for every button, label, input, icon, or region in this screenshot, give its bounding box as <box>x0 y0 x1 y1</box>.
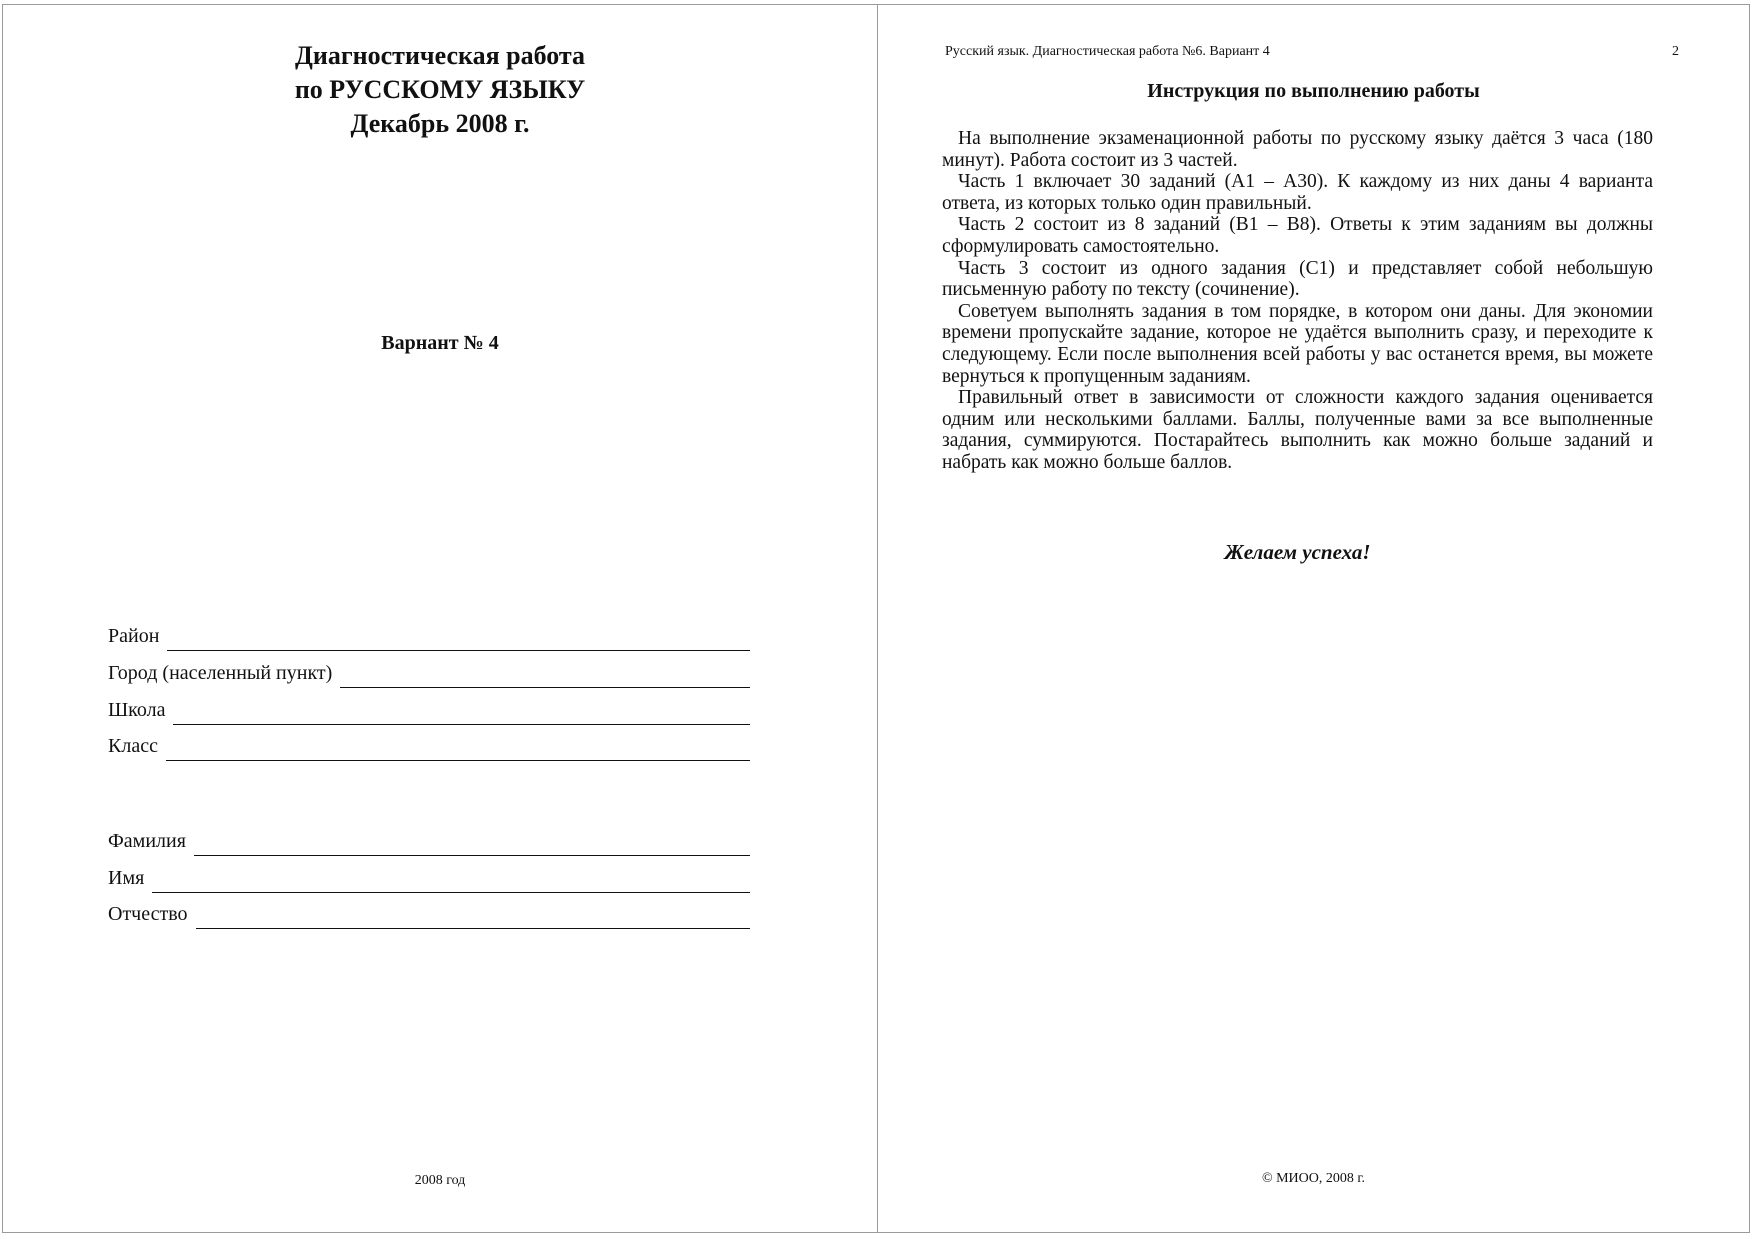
running-header <box>945 44 1679 60</box>
field-district <box>108 619 750 647</box>
field-name-label: Имя <box>108 867 145 889</box>
document-title <box>3 39 877 141</box>
left-page <box>2 4 878 1233</box>
running-header-title: Русский язык. Диагностическая работа №6. Вариант 4 <box>945 44 1270 59</box>
page-number: 2 <box>1672 44 1679 59</box>
field-city-label: Город (населенный пункт) <box>108 662 333 684</box>
title-line-2: по РУССКОМУ ЯЗЫКУ <box>294 75 586 104</box>
field-class-label: Класс <box>108 735 158 757</box>
instructions-paragraph: На выполнение экзаменационной работы по русскому языку даётся 3 часа (180 минут). Работа состоит из 3 частей. <box>942 128 1653 171</box>
field-patronymic-label: Отчество <box>108 903 188 925</box>
field-city <box>108 656 750 684</box>
field-name <box>108 861 750 889</box>
field-district-line <box>167 649 750 651</box>
field-school <box>108 693 750 721</box>
field-name-line <box>152 891 750 893</box>
field-surname <box>108 824 750 852</box>
instructions-title: Инструкция по выполнению работы <box>1147 80 1480 102</box>
field-surname-label: Фамилия <box>108 830 186 852</box>
field-patronymic <box>108 897 750 925</box>
left-page-footer: 2008 год <box>414 1173 466 1188</box>
instructions-paragraph: Часть 3 состоит из одного задания (С1) и представляет собой небольшую письменную работу по тексту (сочинение). <box>942 257 1653 301</box>
instructions-body <box>942 128 1653 474</box>
instructions-paragraph: Советуем выполнять задания в том порядке, в котором они даны. Для экономии времени пропускайте задание, которое не удаётся выполнить сразу, и переходите к следующему. Если после выполнения всей работы у вас останется время, вы можете вернуться к пропущенным заданиям. <box>942 300 1653 387</box>
field-surname-line <box>194 854 750 856</box>
field-school-line <box>173 723 750 725</box>
instructions-paragraph: Часть 1 включает 30 заданий (А1 – А30). К каждому из них даны 4 варианта ответа, из которых только один правильный. <box>942 171 1653 214</box>
field-patronymic-line <box>196 927 750 929</box>
field-school-label: Школа <box>108 699 166 721</box>
variant-label: Варнант № 4 <box>381 332 499 354</box>
title-line-1: Диагностическая работа <box>294 41 586 70</box>
right-page-footer: © МИОО, 2008 г. <box>1261 1171 1366 1186</box>
field-city-line <box>340 686 750 688</box>
closing-wish: Желаем успеха! <box>1224 540 1371 564</box>
right-page <box>877 4 1750 1233</box>
title-line-3: Декабрь 2008 г. <box>350 109 530 138</box>
instructions-paragraph: Правильный ответ в зависимости от сложности каждого задания оценивается одним или несколькими баллами. Баллы, полученные вами за все выполненные задания, суммируются. Постарайтесь выполнить как можно больше заданий и набрать как можно больше баллов. <box>942 387 1653 473</box>
field-district-label: Район <box>108 625 160 647</box>
field-class-line <box>166 759 750 761</box>
instructions-paragraph: Часть 2 состоит из 8 заданий (В1 – В8). Ответы к этим заданиям вы должны сформулировать самостоятельно. <box>942 214 1653 257</box>
field-class <box>108 729 750 757</box>
